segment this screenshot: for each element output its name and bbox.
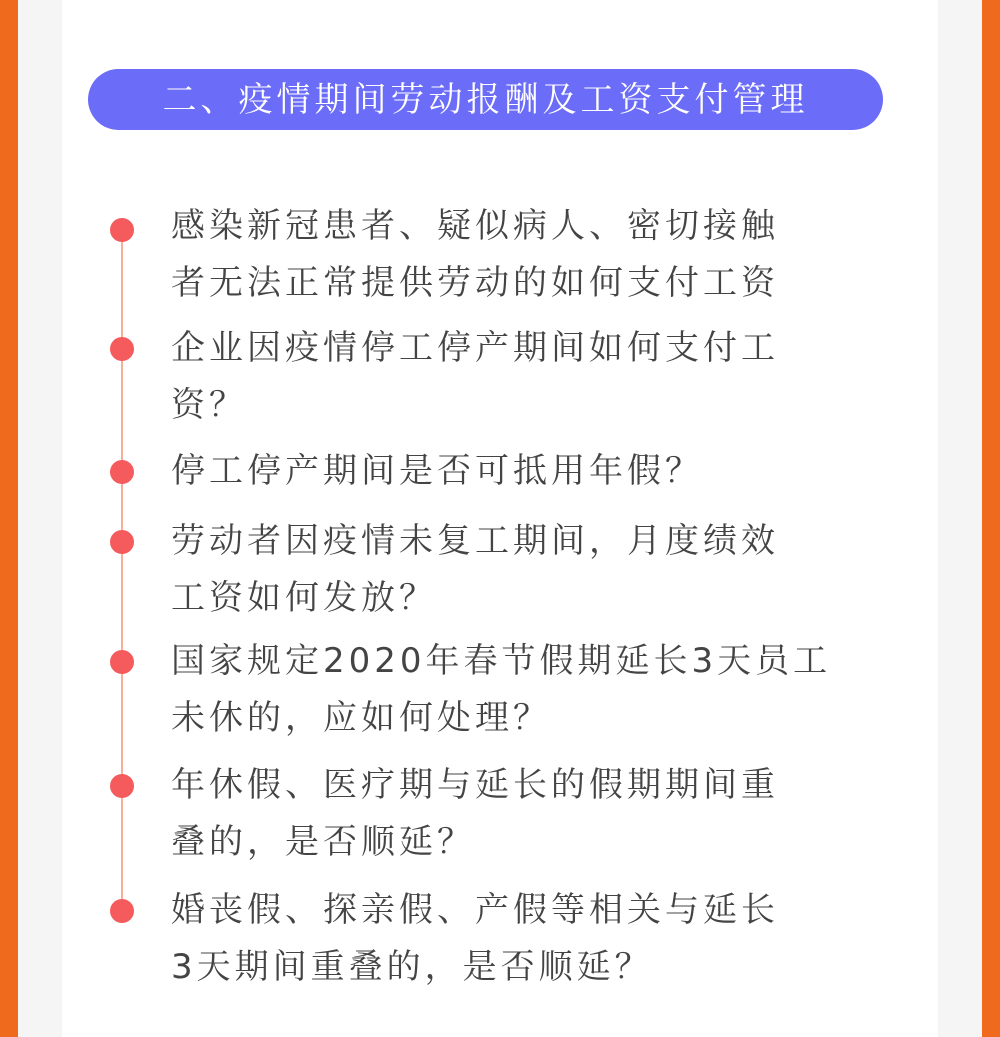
list-item xyxy=(171,320,871,434)
list-item-line: 3天期间重叠的，是否顺延？ xyxy=(171,947,653,987)
list-item xyxy=(171,443,871,500)
timeline-line xyxy=(121,229,123,912)
list-item xyxy=(171,757,871,871)
timeline-dot xyxy=(110,774,134,798)
list-item-line: 工资如何发放？ xyxy=(171,578,437,618)
timeline-dot xyxy=(110,899,134,923)
timeline-dot xyxy=(110,650,134,674)
section-banner xyxy=(88,69,883,130)
section-title: 二、疫情期间劳动报酬及工资支付管理 xyxy=(162,79,809,120)
list-item-line: 叠的，是否顺延？ xyxy=(171,822,475,862)
list-item-line: 者无法正常提供劳动的如何支付工资 xyxy=(171,263,779,303)
list-item-line: 婚丧假、探亲假、产假等相关与延长 xyxy=(171,890,779,930)
list-item xyxy=(171,198,871,312)
list-item xyxy=(171,882,871,996)
timeline-dot xyxy=(110,460,134,484)
timeline-dot xyxy=(110,530,134,554)
list-item-line: 劳动者因疫情未复工期间，月度绩效 xyxy=(171,521,779,561)
list-item-line: 未休的，应如何处理？ xyxy=(171,698,551,738)
list-item-line: 年休假、医疗期与延长的假期期间重 xyxy=(171,765,779,805)
list-item xyxy=(171,633,871,747)
list-item xyxy=(171,513,871,627)
list-item-line: 企业因疫情停工停产期间如何支付工 xyxy=(171,328,779,368)
list-item-line: 感染新冠患者、疑似病人、密切接触 xyxy=(171,206,779,246)
list-item-line: 停工停产期间是否可抵用年假？ xyxy=(171,451,703,491)
timeline-dot xyxy=(110,337,134,361)
list-item-line: 国家规定2020年春节假期延长3天员工 xyxy=(171,641,832,681)
list-item-line: 资？ xyxy=(171,385,247,425)
timeline-dot xyxy=(110,218,134,242)
